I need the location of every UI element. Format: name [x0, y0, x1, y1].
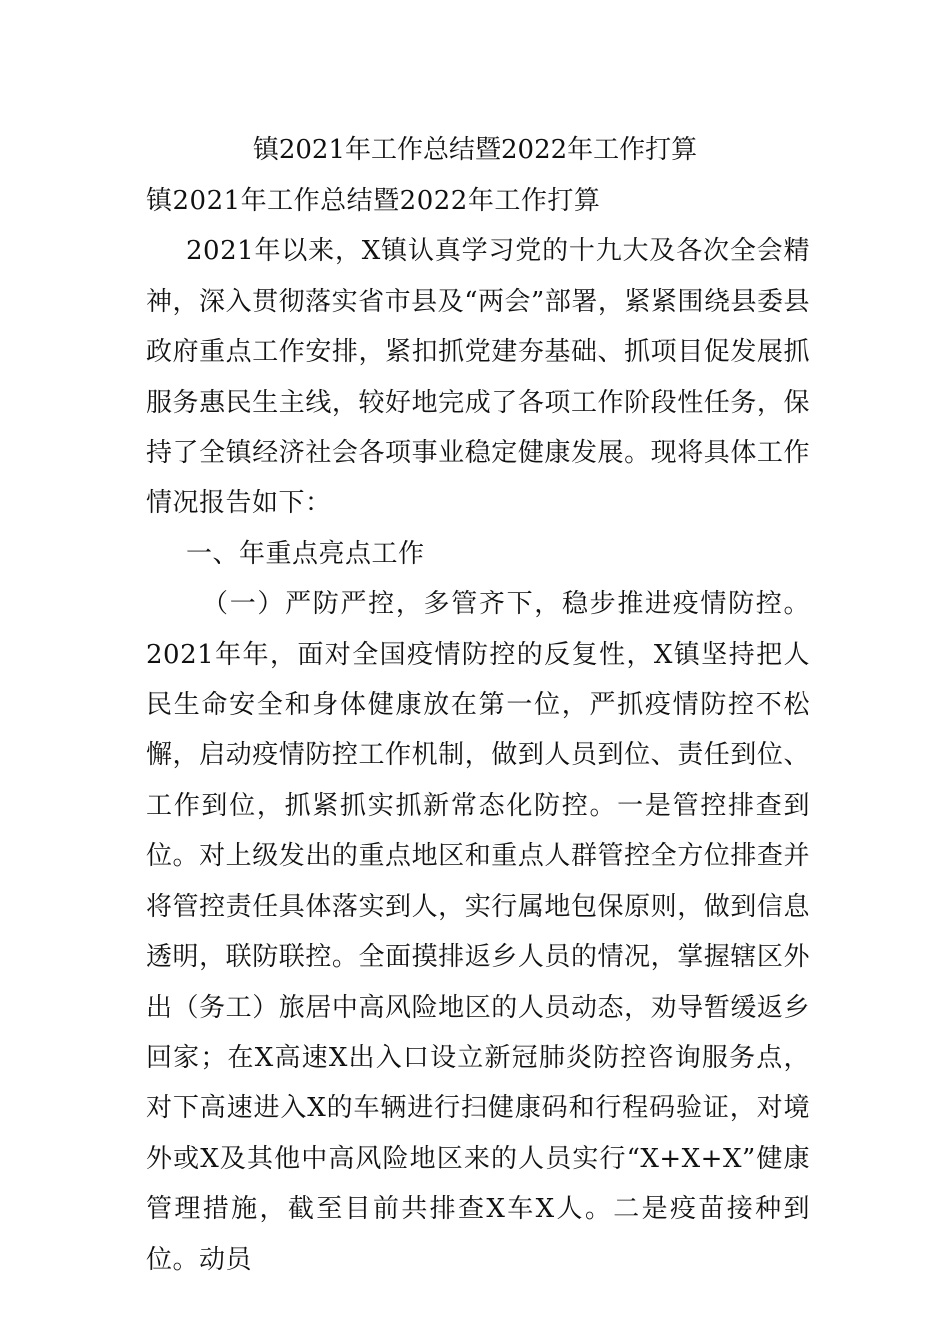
section-heading: 一、年重点亮点工作: [186, 538, 425, 569]
document-body: [146, 176, 810, 1285]
document-subtitle: 镇2021年工作总结暨2022年工作打算: [146, 186, 601, 216]
document-title: 镇2021年工作总结暨2022年工作打算: [252, 135, 698, 165]
paragraph-epidemic-control: （一）严防严控，多管齐下，稳步推进疫情防控。2021年年，面对全国疫情防控的反复性，X镇坚持把人民生命安全和身体健康放在第一位，严抓疫情防控不松懈，启动疫情防控工作机制，做到人员到位、责任到位、工作到位，抓紧抓实抓新常态化防控。一是管控排查到位。对上级发出的重点地区和重点人群管控全方位排查并将管控责任具体落实到人，实行属地包保原则，做到信息透明，联防联控。全面摸排返乡人员的情况，掌握辖区外出（务工）旅居中高风险地区的人员动态，劝导暂缓返乡回家；在X高速X出入口设立新冠肺炎防控咨询服务点，对下高速进入X的车辆进行扫健康码和行程码验证，对境外或X及其他中高风险地区来的人员实行“X+X+X”健康管理措施，截至目前共排查X车X人。二是疫苗接种到位。动员: [146, 589, 810, 1275]
paragraph-intro: 2021年以来，X镇认真学习党的十九大及各次全会精神，深入贯彻落实省市县及“两会”部署，紧紧围绕县委县政府重点工作安排，紧扣抓党建夯基础、抓项目促发展抓服务惠民生主线，较好地完成了各项工作阶段性任务，保持了全镇经济社会各项事业稳定健康发展。现将具体工作情况报告如下：: [146, 236, 810, 519]
